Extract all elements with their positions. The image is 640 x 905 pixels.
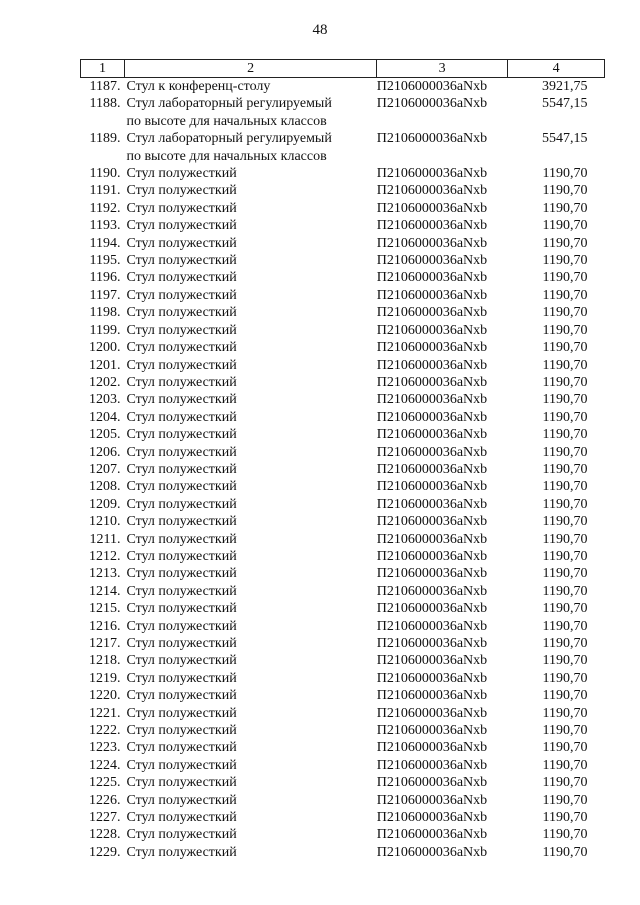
- item-code: П2106000036aNxb: [376, 496, 488, 512]
- item-number: 1202.: [88, 374, 121, 390]
- item-number: 1215.: [88, 601, 121, 617]
- item-name: [124, 269, 376, 286]
- item-name-line: Стул полужесткий: [126, 531, 237, 547]
- item-name-line: Стул полужесткий: [126, 792, 237, 808]
- table-row: [81, 513, 605, 530]
- item-number: 1224.: [88, 757, 121, 773]
- table-row: [81, 322, 605, 339]
- table-row: [81, 652, 605, 669]
- page-number: 48: [312, 22, 328, 38]
- table-row: [81, 600, 605, 617]
- table-row: [81, 739, 605, 756]
- item-price: 1190,70: [542, 253, 588, 269]
- item-name-line: Стул полужесткий: [126, 479, 237, 495]
- item-name-line: Стул полужесткий: [126, 357, 237, 373]
- item-price: 1190,70: [542, 653, 588, 669]
- table-row: [81, 496, 605, 513]
- item-code: П2106000036aNxb: [376, 357, 488, 373]
- table-row: [81, 826, 605, 843]
- table-row: [81, 461, 605, 478]
- item-number: 1223.: [88, 740, 121, 756]
- table-row: [81, 287, 605, 304]
- item-price: 1190,70: [542, 792, 588, 808]
- item-price: 1190,70: [542, 496, 588, 512]
- item-code: П2106000036aNxb: [376, 340, 488, 356]
- table-row: [81, 774, 605, 791]
- item-price: 5547,15: [542, 96, 588, 112]
- item-number: 1227.: [88, 810, 121, 826]
- item-name-line: Стул полужесткий: [126, 757, 237, 773]
- item-code: П2106000036aNxb: [376, 444, 488, 460]
- item-name: [124, 235, 376, 252]
- item-name: [124, 792, 376, 809]
- item-code: П2106000036aNxb: [376, 670, 488, 686]
- table-row: [81, 165, 605, 182]
- item-number: 1219.: [88, 670, 121, 686]
- table-row: [81, 339, 605, 356]
- item-name: [124, 809, 376, 826]
- item-price: 1190,70: [542, 444, 588, 460]
- table-row: [81, 95, 605, 130]
- table-row: [81, 757, 605, 774]
- item-price: 1190,70: [542, 461, 588, 477]
- item-number: 1216.: [88, 618, 121, 634]
- item-code: П2106000036aNxb: [376, 514, 488, 530]
- item-code: П2106000036aNxb: [376, 844, 488, 860]
- item-name-line: Стул полужесткий: [126, 583, 237, 599]
- item-name-line: Стул полужесткий: [126, 322, 237, 338]
- item-name: [124, 513, 376, 530]
- item-code: П2106000036aNxb: [376, 287, 488, 303]
- table-row: [81, 235, 605, 252]
- item-code: П2106000036aNxb: [376, 618, 488, 634]
- item-price: 1190,70: [542, 235, 588, 251]
- item-number: 1208.: [88, 479, 121, 495]
- item-number: 1218.: [88, 653, 121, 669]
- item-name-line: Стул полужесткий: [126, 166, 237, 182]
- header-col-2: 2: [124, 60, 376, 78]
- item-name-line: Стул полужесткий: [126, 827, 237, 843]
- item-price: 1190,70: [542, 514, 588, 530]
- item-code: П2106000036aNxb: [376, 723, 488, 739]
- item-name-line: Стул полужесткий: [126, 235, 237, 251]
- item-name: [124, 826, 376, 843]
- item-code: П2106000036aNxb: [376, 131, 488, 147]
- item-name: [124, 461, 376, 478]
- item-price: 1190,70: [542, 810, 588, 826]
- item-price: 1190,70: [542, 705, 588, 721]
- item-number: 1225.: [88, 775, 121, 791]
- item-code: П2106000036aNxb: [376, 427, 488, 443]
- item-name-line: Стул полужесткий: [126, 392, 237, 408]
- item-number: 1210.: [88, 514, 121, 530]
- table-header: [81, 60, 605, 78]
- item-name: [124, 200, 376, 217]
- item-price: 1190,70: [542, 601, 588, 617]
- item-name-line: Стул полужесткий: [126, 618, 237, 634]
- header-col-1: 1: [81, 60, 125, 78]
- item-price: 1190,70: [542, 775, 588, 791]
- item-name-line: Стул полужесткий: [126, 427, 237, 443]
- item-name: [124, 722, 376, 739]
- item-name-line: по высоте для начальных классов: [126, 148, 327, 164]
- table-row: [81, 444, 605, 461]
- table-body: [81, 78, 605, 862]
- inventory-table: [80, 59, 605, 861]
- item-price: 1190,70: [542, 166, 588, 182]
- item-number: 1201.: [88, 357, 121, 373]
- item-number: 1222.: [88, 723, 121, 739]
- item-name-line: Стул полужесткий: [126, 270, 237, 286]
- table-row: [81, 478, 605, 495]
- item-name: [124, 548, 376, 565]
- item-code: П2106000036aNxb: [376, 409, 488, 425]
- item-price: 1190,70: [542, 374, 588, 390]
- item-name-line: Стул полужесткий: [126, 566, 237, 582]
- item-name-line: Стул полужесткий: [126, 705, 237, 721]
- item-name: [124, 565, 376, 582]
- item-price: 1190,70: [542, 618, 588, 634]
- item-price: 1190,70: [542, 566, 588, 582]
- item-code: П2106000036aNxb: [376, 392, 488, 408]
- item-code: П2106000036aNxb: [376, 583, 488, 599]
- item-price: 1190,70: [542, 340, 588, 356]
- table-row: [81, 809, 605, 826]
- item-code: П2106000036aNxb: [376, 461, 488, 477]
- item-number: 1197.: [89, 287, 121, 303]
- header-col-3: 3: [377, 60, 508, 78]
- item-code: П2106000036aNxb: [376, 183, 488, 199]
- item-code: П2106000036aNxb: [376, 200, 488, 216]
- table-row: [81, 357, 605, 374]
- item-number: 1214.: [88, 583, 121, 599]
- item-code: П2106000036aNxb: [376, 775, 488, 791]
- item-code: П2106000036aNxb: [376, 479, 488, 495]
- item-name-line: Стул лабораторный регулируемый: [126, 96, 332, 112]
- item-name: [124, 322, 376, 339]
- table-row: [81, 635, 605, 652]
- item-number: 1196.: [89, 270, 121, 286]
- item-code: П2106000036aNxb: [376, 531, 488, 547]
- item-name-line: Стул полужесткий: [126, 287, 237, 303]
- item-price: 1190,70: [542, 392, 588, 408]
- item-number: 1212.: [88, 548, 121, 564]
- item-code: П2106000036aNxb: [376, 636, 488, 651]
- table-row: [81, 687, 605, 704]
- table-row: [81, 217, 605, 234]
- item-price: 1190,70: [542, 322, 588, 338]
- item-number: 1187.: [89, 79, 121, 94]
- item-name: [124, 774, 376, 791]
- item-number: 1209.: [88, 496, 121, 512]
- item-price: 1190,70: [542, 409, 588, 425]
- item-number: 1226.: [88, 792, 121, 808]
- item-number: 1204.: [88, 409, 121, 425]
- table-row: [81, 618, 605, 635]
- item-number: 1229.: [88, 844, 121, 860]
- item-code: П2106000036aNxb: [376, 688, 488, 704]
- table-row: [81, 374, 605, 391]
- item-price: 1190,70: [542, 270, 588, 286]
- item-name-line: Стул полужесткий: [126, 810, 237, 826]
- item-name: [124, 287, 376, 304]
- item-code: П2106000036aNxb: [376, 548, 488, 564]
- item-code: П2106000036aNxb: [376, 653, 488, 669]
- item-number: 1217.: [88, 636, 121, 651]
- item-code: П2106000036aNxb: [376, 757, 488, 773]
- table-row: [81, 269, 605, 286]
- table-row: [81, 722, 605, 739]
- item-number: 1193.: [89, 218, 121, 234]
- item-name: [124, 130, 376, 165]
- table-row: [81, 304, 605, 321]
- item-number: 1220.: [88, 688, 121, 704]
- item-price: 1190,70: [542, 218, 588, 234]
- item-price: 1190,70: [542, 636, 588, 651]
- item-number: 1207.: [88, 461, 121, 477]
- item-name-line: Стул полужесткий: [126, 723, 237, 739]
- table-row: [81, 844, 605, 861]
- item-price: 1190,70: [542, 357, 588, 373]
- item-name-line: по высоте для начальных классов: [126, 113, 327, 129]
- item-name-line: Стул полужесткий: [126, 374, 237, 390]
- table-row: [81, 792, 605, 809]
- item-price: 1190,70: [542, 827, 588, 843]
- item-number: 1203.: [88, 392, 121, 408]
- item-code: П2106000036aNxb: [376, 235, 488, 251]
- item-code: П2106000036aNxb: [376, 810, 488, 826]
- item-price: 3921,75: [542, 79, 588, 94]
- item-name-line: Стул полужесткий: [126, 514, 237, 530]
- item-name: [124, 844, 376, 861]
- item-price: 1190,70: [542, 200, 588, 216]
- item-number: 1221.: [88, 705, 121, 721]
- item-name-line: Стул полужесткий: [126, 601, 237, 617]
- table-row: [81, 130, 605, 165]
- item-price: 1190,70: [542, 427, 588, 443]
- item-number: 1213.: [88, 566, 121, 582]
- table-row: [81, 182, 605, 199]
- item-name: [124, 374, 376, 391]
- item-name: [124, 478, 376, 495]
- item-number: 1228.: [88, 827, 121, 843]
- item-number: 1200.: [88, 340, 121, 356]
- item-code: П2106000036aNxb: [376, 601, 488, 617]
- item-name: [124, 496, 376, 513]
- table-row: [81, 531, 605, 548]
- item-price: 1190,70: [542, 479, 588, 495]
- item-number: 1195.: [89, 253, 121, 269]
- item-price: 5547,15: [542, 131, 588, 147]
- item-name-line: Стул полужесткий: [126, 636, 237, 651]
- item-name: [124, 391, 376, 408]
- table-row: [81, 583, 605, 600]
- item-price: 1190,70: [542, 723, 588, 739]
- item-number: 1205.: [88, 427, 121, 443]
- item-code: П2106000036aNxb: [376, 566, 488, 582]
- item-name: [124, 444, 376, 461]
- item-name: [124, 531, 376, 548]
- item-price: 1190,70: [542, 583, 588, 599]
- table-row: [81, 409, 605, 426]
- item-price: 1190,70: [542, 548, 588, 564]
- header-row: [81, 60, 605, 78]
- item-price: 1190,70: [542, 531, 588, 547]
- item-code: П2106000036aNxb: [376, 792, 488, 808]
- item-name: [124, 304, 376, 321]
- item-name: [124, 739, 376, 756]
- item-name-line: Стул полужесткий: [126, 340, 237, 356]
- item-number: 1194.: [89, 235, 121, 251]
- item-price: 1190,70: [542, 688, 588, 704]
- item-code: П2106000036aNxb: [376, 827, 488, 843]
- item-number: 1188.: [89, 96, 121, 112]
- table-row: [81, 200, 605, 217]
- item-name-line: Стул полужесткий: [126, 200, 237, 216]
- item-price: 1190,70: [542, 844, 588, 860]
- item-name: [124, 426, 376, 443]
- item-code: П2106000036aNxb: [376, 79, 488, 94]
- item-name-line: Стул полужесткий: [126, 183, 237, 199]
- item-name: [124, 687, 376, 704]
- item-name-line: Стул полужесткий: [126, 305, 237, 321]
- item-code: П2106000036aNxb: [376, 270, 488, 286]
- table-row: [81, 78, 605, 96]
- item-code: П2106000036aNxb: [376, 305, 488, 321]
- item-name: [124, 618, 376, 635]
- item-name: [124, 252, 376, 269]
- item-name: [124, 757, 376, 774]
- item-number: 1190.: [89, 166, 121, 182]
- item-number: 1206.: [88, 444, 121, 460]
- item-name-line: Стул полужесткий: [126, 409, 237, 425]
- header-col-4: 4: [508, 60, 605, 78]
- item-name: [124, 652, 376, 669]
- item-code: П2106000036aNxb: [376, 374, 488, 390]
- item-name-line: Стул полужесткий: [126, 844, 237, 860]
- table-row: [81, 252, 605, 269]
- table-row: [81, 548, 605, 565]
- item-name: [124, 95, 376, 130]
- item-name-line: Стул полужесткий: [126, 444, 237, 460]
- item-code: П2106000036aNxb: [376, 740, 488, 756]
- item-number: 1189.: [89, 131, 121, 147]
- item-number: 1191.: [89, 183, 121, 199]
- item-code: П2106000036aNxb: [376, 218, 488, 234]
- table-row: [81, 670, 605, 687]
- item-number: 1198.: [89, 305, 121, 321]
- item-name: [124, 705, 376, 722]
- item-name-line: Стул к конференц-столу: [126, 79, 271, 94]
- item-name-line: Стул полужесткий: [126, 775, 237, 791]
- item-name-line: Стул полужесткий: [126, 461, 237, 477]
- item-code: П2106000036aNxb: [376, 253, 488, 269]
- item-name-line: Стул полужесткий: [126, 653, 237, 669]
- item-name: [124, 600, 376, 617]
- item-name: [124, 165, 376, 182]
- table-row: [81, 705, 605, 722]
- item-name: [124, 182, 376, 199]
- item-price: 1190,70: [542, 305, 588, 321]
- item-name: [124, 583, 376, 600]
- item-name: [124, 670, 376, 687]
- item-number: 1199.: [89, 322, 121, 338]
- item-name-line: Стул полужесткий: [126, 548, 237, 564]
- item-price: 1190,70: [542, 287, 588, 303]
- item-name-line: Стул лабораторный регулируемый: [126, 131, 332, 147]
- item-code: П2106000036aNxb: [376, 96, 488, 112]
- table-row: [81, 426, 605, 443]
- item-name: [124, 78, 376, 96]
- item-name-line: Стул полужесткий: [126, 218, 237, 234]
- item-code: П2106000036aNxb: [376, 166, 488, 182]
- item-name-line: Стул полужесткий: [126, 670, 237, 686]
- item-code: П2106000036aNxb: [376, 705, 488, 721]
- item-name-line: Стул полужесткий: [126, 688, 237, 704]
- item-name: [124, 339, 376, 356]
- table-row: [81, 391, 605, 408]
- item-number: 1192.: [89, 200, 121, 216]
- item-name-line: Стул полужесткий: [126, 496, 237, 512]
- item-number: 1211.: [89, 531, 121, 547]
- item-code: П2106000036aNxb: [376, 322, 488, 338]
- table-row: [81, 565, 605, 582]
- item-price: 1190,70: [542, 670, 588, 686]
- item-name-line: Стул полужесткий: [126, 740, 237, 756]
- item-name: [124, 635, 376, 652]
- item-price: 1190,70: [542, 757, 588, 773]
- item-name: [124, 409, 376, 426]
- item-name-line: Стул полужесткий: [126, 253, 237, 269]
- item-name: [124, 217, 376, 234]
- item-price: 1190,70: [542, 183, 588, 199]
- item-price: 1190,70: [542, 740, 588, 756]
- item-name: [124, 357, 376, 374]
